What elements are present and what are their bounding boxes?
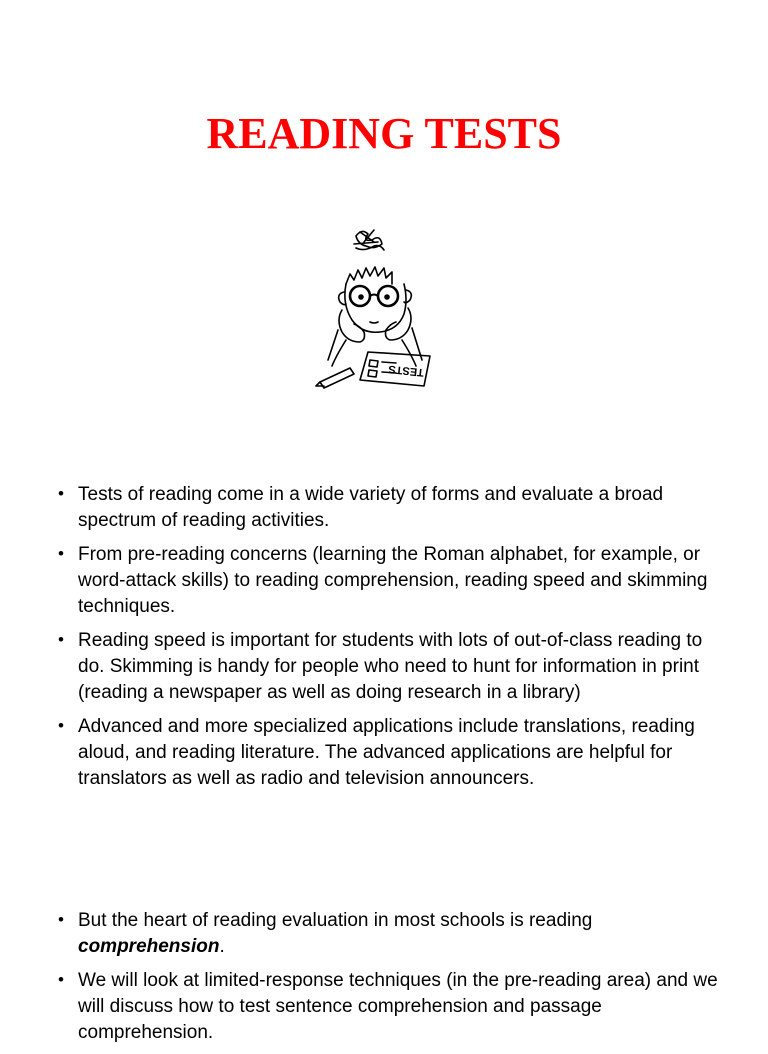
- bullet-item: • Reading speed is important for students with lots of out-of-class reading to do. Skimming is handy for people who need to hunt for information in print (reading a newspaper as well as doing research in a library): [58, 628, 718, 706]
- secondary-bullet-list: [58, 908, 718, 1054]
- bullet-text: But the heart of reading evaluation in most schools is reading: [78, 910, 593, 931]
- bullet-item: • Tests of reading come in a wide variety of forms and evaluate a broad spectrum of reading activities.: [58, 482, 718, 534]
- main-bullet-list: [58, 482, 718, 800]
- paper-text: TESTS: [387, 362, 425, 379]
- student-taking-test-icon: [316, 222, 456, 388]
- bullet-item: • Advanced and more specialized applications include translations, reading aloud, and reading literature. The advanced applications are helpful for translators as well as radio and television announcers.: [58, 714, 718, 792]
- bullet-text: .: [219, 936, 225, 957]
- emphasis-text: comprehension: [78, 936, 220, 957]
- bullet-item: • We will look at limited-response techniques (in the pre-reading area) and we will discuss how to test sentence comprehension and passage comprehension.: [58, 968, 718, 1046]
- slide-title: READING TESTS: [206, 109, 562, 158]
- bullet-item: • From pre-reading concerns (learning the Roman alphabet, for example, or word-attack skills) to reading comprehension, reading speed and skimming techniques.: [58, 542, 718, 620]
- bullet-item: [58, 908, 718, 960]
